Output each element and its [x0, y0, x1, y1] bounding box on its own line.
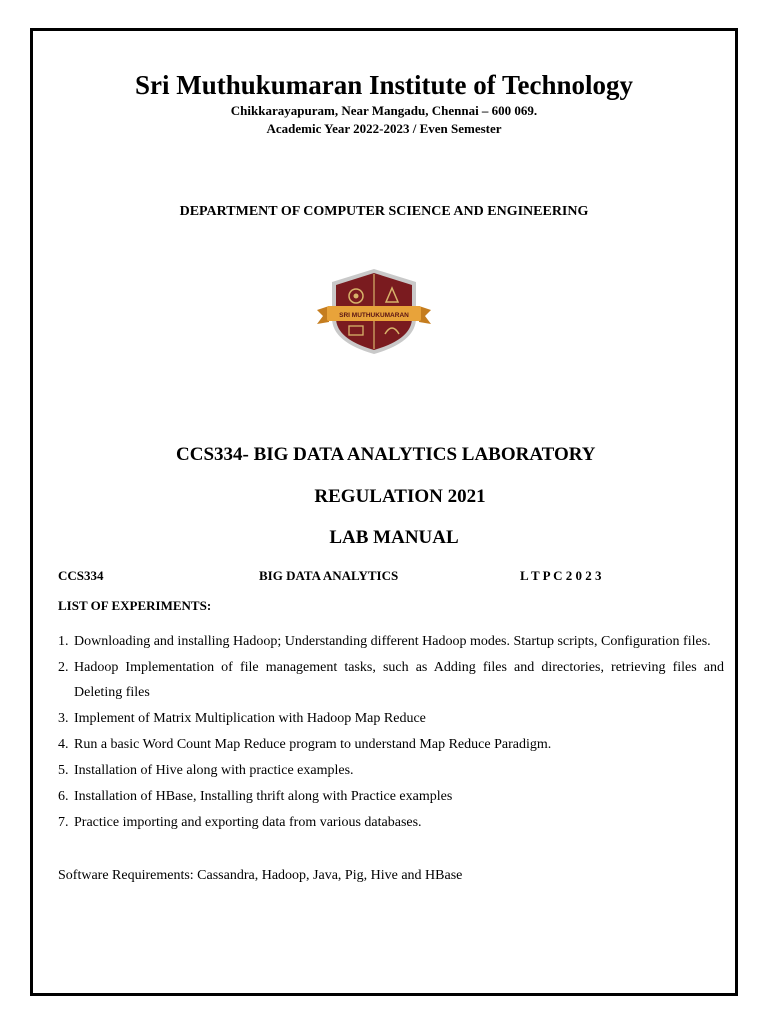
experiment-text: Hadoop Implementation of file management tasks, such as Adding files and directories, retrieving files and Deleting files — [74, 660, 724, 700]
experiment-list — [58, 629, 724, 836]
list-item — [58, 784, 724, 809]
experiment-text: Installation of Hive along with practice examples. — [74, 763, 354, 778]
page-border — [30, 28, 738, 996]
experiments-heading: LIST OF EXPERIMENTS: — [58, 598, 212, 613]
list-item — [58, 655, 724, 705]
institute-name: Sri Muthukumaran Institute of Technology — [134, 70, 634, 100]
experiment-number: 6. — [58, 789, 69, 804]
course-name: BIG DATA ANALYTICS — [259, 568, 399, 583]
experiment-text: Run a basic Word Count Map Reduce program to understand Map Reduce Paradigm. — [74, 737, 552, 752]
regulation: REGULATION 2021 — [314, 486, 486, 507]
ltpc-credits: L T P C 2 0 2 3 — [520, 568, 602, 583]
experiment-number: 5. — [58, 763, 69, 778]
experiment-text: Downloading and installing Hadoop; Understanding different Hadoop modes. Startup scripts, Configuration files. — [74, 634, 711, 649]
list-item — [58, 732, 724, 757]
list-item — [58, 629, 724, 654]
course-code: CCS334 — [58, 568, 104, 583]
course-title: CCS334- BIG DATA ANALYTICS LABORATORY — [176, 444, 596, 465]
academic-year: Academic Year 2022-2023 / Even Semester — [266, 121, 502, 136]
experiment-number: 4. — [58, 737, 69, 752]
institute-address: Chikkarayapuram, Near Mangadu, Chennai – 600 069. — [230, 103, 538, 118]
department-title: DEPARTMENT OF COMPUTER SCIENCE AND ENGINEERING — [179, 204, 589, 219]
list-item — [58, 758, 724, 783]
experiment-number: 1. — [58, 634, 69, 649]
experiment-text: Implement of Matrix Multiplication with Hadoop Map Reduce — [74, 711, 426, 726]
experiment-number: 2. — [58, 660, 69, 675]
list-item — [58, 810, 724, 835]
software-requirements: Software Requirements: Cassandra, Hadoop, Java, Pig, Hive and HBase — [58, 868, 463, 883]
experiment-number: 7. — [58, 815, 69, 830]
experiment-number: 3. — [58, 711, 69, 726]
logo-banner-text: SRI MUTHUKUMARAN — [339, 312, 409, 319]
experiment-text: Practice importing and exporting data from various databases. — [74, 815, 422, 830]
list-item — [58, 706, 724, 731]
experiment-text: Installation of HBase, Installing thrift along with Practice examples — [74, 789, 453, 804]
institute-logo — [315, 266, 433, 356]
lab-manual-title: LAB MANUAL — [329, 527, 459, 548]
